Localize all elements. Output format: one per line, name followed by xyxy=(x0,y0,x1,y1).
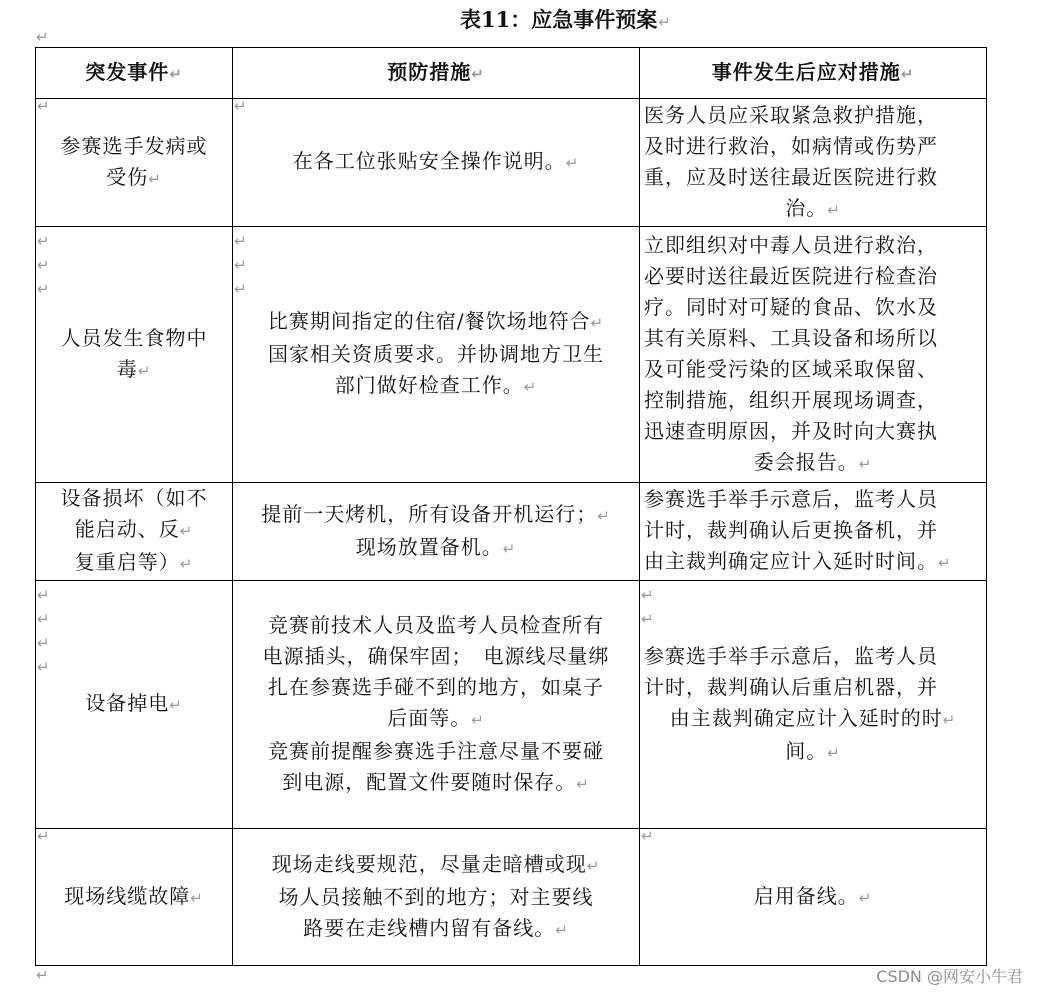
paragraph-mark-icon: ↵ xyxy=(36,28,49,46)
prevention-cell: ↵ 在各工位张贴安全操作说明。↵ xyxy=(233,99,640,227)
paragraph-mark-icon: ↵ xyxy=(37,827,51,845)
prevention-cell: ↵ ↵ ↵ 比赛期间指定的住宿/餐饮场地符合↵ 国家相关资质要求。并协调地方卫生 部门做好检查工作。↵ xyxy=(233,227,640,483)
watermark: CSDN @网安小牛君 xyxy=(876,967,1023,986)
paragraph-mark-icon: ↵ xyxy=(827,743,841,762)
response-cell: ↵ 启用备线。↵ xyxy=(640,829,987,966)
paragraph-mark-icon: ↵ xyxy=(234,256,248,274)
paragraph-mark-icon: ↵ xyxy=(179,555,194,573)
paragraph-mark-icon: ↵ xyxy=(169,696,183,714)
paragraph-mark-icon: ↵ xyxy=(37,610,51,628)
prevention-cell: 现场走线要规范，尽量走暗槽或现↵ 场人员接触不到的地方；对主要线 路要在走线槽内留有备线。↵ xyxy=(233,829,640,966)
event-cell: 设备损坏（如不 能启动、反↵ 复重启等）↵ xyxy=(36,483,233,581)
event-cell: ↵ ↵ ↵ ↵ 设备掉电↵ xyxy=(36,581,233,829)
table-header-row xyxy=(36,48,987,99)
paragraph-mark-icon: ↵ xyxy=(590,314,605,332)
event-cell: ↵ 现场线缆故障↵ xyxy=(36,829,233,966)
table-row xyxy=(36,581,987,829)
response-cell: 立即组织对中毒人员进行救治， 必要时送往最近医院进行检查治 疗。同时对可疑的食品、饮水及 其有关原料、工具设备和场所以 及可能受污染的区域采取保留、 控制措施，组织开展现场调查， 迅速查明原因，并及时向大赛执 委会报告。↵ xyxy=(640,227,987,483)
emergency-plan-table xyxy=(35,47,987,966)
paragraph-mark-icon: ↵ xyxy=(502,539,517,558)
paragraph-mark-icon: ↵ xyxy=(37,280,51,298)
header-prevention: 预防措施↵ xyxy=(233,48,640,99)
response-cell: 参赛选手举手示意后，监考人员 计时，裁判确认后更换备机，并 由主裁判确定应计入延时时间。↵ xyxy=(640,483,987,581)
paragraph-mark-icon: ↵ xyxy=(858,454,873,473)
event-cell: ↵ 参赛选手发病或 受伤↵ xyxy=(36,99,233,227)
paragraph-mark-icon: ↵ xyxy=(37,97,51,115)
paragraph-mark-icon: ↵ xyxy=(586,856,601,875)
paragraph-mark-icon: ↵ xyxy=(37,634,51,652)
table-row xyxy=(36,483,987,581)
paragraph-mark-icon: ↵ xyxy=(179,522,194,540)
paragraph-mark-icon: ↵ xyxy=(942,710,957,729)
paragraph-mark-icon: ↵ xyxy=(37,658,51,676)
paragraph-mark-icon: ↵ xyxy=(827,200,841,219)
paragraph-mark-icon: ↵ xyxy=(641,610,655,628)
table-row xyxy=(36,227,987,483)
table-title xyxy=(460,4,671,34)
paragraph-mark-icon: ↵ xyxy=(36,966,49,984)
paragraph-mark-icon: ↵ xyxy=(938,554,952,572)
paragraph-mark-icon: ↵ xyxy=(234,97,248,115)
event-cell: ↵ ↵ ↵ 人员发生食物中 毒↵ xyxy=(36,227,233,483)
paragraph-mark-icon: ↵ xyxy=(234,232,248,250)
response-cell: 医务人员应采取紧急救护措施， 及时进行救治，如病情或伤势严 重，应及时送往最近医院进行救 治。↵ xyxy=(640,99,987,227)
header-event: 突发事件↵ xyxy=(36,48,233,99)
response-cell: ↵ ↵ 参赛选手举手示意后，监考人员 计时，裁判确认后重启机器，并 由主裁判确定应计入延时的时↵ 间。↵ xyxy=(640,581,987,829)
table-title-text: 表11：应急事件预案 xyxy=(460,7,658,32)
paragraph-mark-icon: ↵ xyxy=(641,586,655,604)
paragraph-mark-icon: ↵ xyxy=(858,888,873,907)
paragraph-mark-icon: ↵ xyxy=(641,827,655,845)
paragraph-mark-icon: ↵ xyxy=(597,506,611,525)
paragraph-mark-icon: ↵ xyxy=(37,256,51,274)
paragraph-mark-icon: ↵ xyxy=(234,280,248,298)
paragraph-mark-icon: ↵ xyxy=(148,169,162,188)
paragraph-mark-icon: ↵ xyxy=(576,774,590,793)
paragraph-mark-icon: ↵ xyxy=(555,920,569,939)
paragraph-mark-icon: ↵ xyxy=(565,154,580,172)
paragraph-mark-icon: ↵ xyxy=(37,586,51,604)
paragraph-mark-icon: ↵ xyxy=(658,13,671,31)
table-row xyxy=(36,99,987,227)
prevention-cell: 竞赛前技术人员及监考人员检查所有 电源插头，确保牢固； 电源线尽量绑 扎在参赛选手碰不到的地方，如桌子 后面等。↵ 竞赛前提醒参赛选手注意尽量不要碰 到电源，配置文件要随时保存。↵ xyxy=(233,581,640,829)
paragraph-mark-icon: ↵ xyxy=(169,64,183,83)
paragraph-mark-icon: ↵ xyxy=(137,361,152,380)
table-row xyxy=(36,829,987,966)
paragraph-mark-icon: ↵ xyxy=(190,888,204,907)
paragraph-mark-icon: ↵ xyxy=(471,710,485,729)
paragraph-mark-icon: ↵ xyxy=(523,378,538,396)
header-response: 事件发生后应对措施↵ xyxy=(640,48,987,99)
prevention-cell: 提前一天烤机，所有设备开机运行；↵ 现场放置备机。↵ xyxy=(233,483,640,581)
paragraph-mark-icon: ↵ xyxy=(37,232,51,250)
paragraph-mark-icon: ↵ xyxy=(900,64,915,83)
paragraph-mark-icon: ↵ xyxy=(471,64,485,83)
